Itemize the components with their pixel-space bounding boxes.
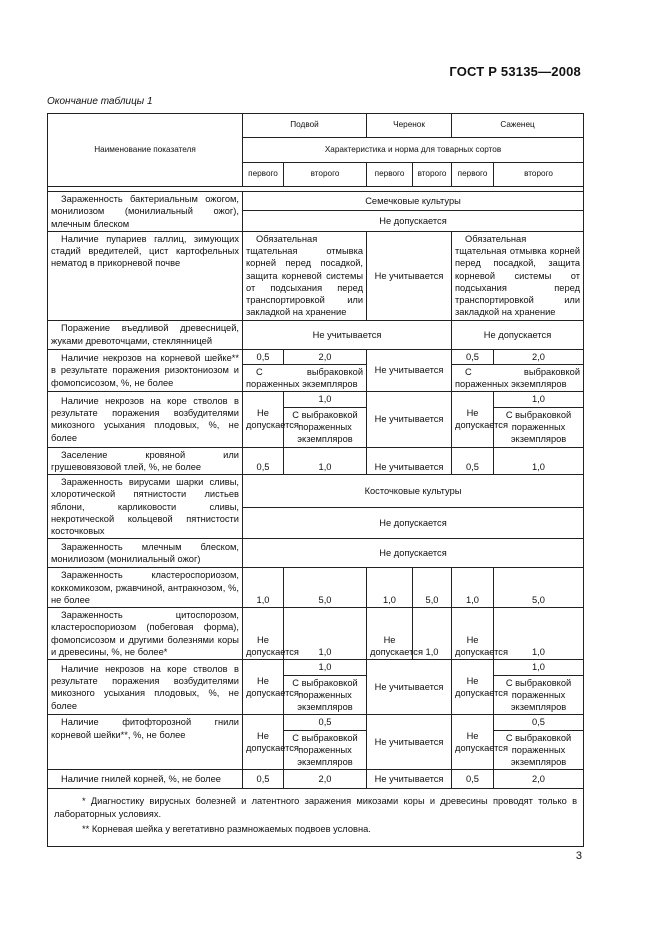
cull-note: С выбраковкой пораженных экземпляров	[243, 364, 367, 392]
norm-value: Не допускается	[452, 320, 584, 349]
table-row	[48, 568, 584, 608]
norm-value: 1,0	[413, 608, 452, 660]
indicator-name: Зараженность кластероспориозом, коккомикозом, ржавчиной, антракнозом, %, не более	[48, 568, 243, 608]
cutting-value: Не учитывается	[367, 660, 452, 715]
norm-value: Не допускается	[243, 508, 584, 539]
cutting-value: Не учитывается	[367, 231, 452, 320]
norm-value: 1,0	[494, 608, 584, 660]
norm-value: 0,5	[284, 715, 367, 730]
footnotes-row	[48, 789, 584, 847]
table-row	[48, 770, 584, 789]
footnote: ** Корневая шейка у вегетативно размножаемых подвоев условна.	[82, 823, 371, 834]
page-number: 3	[575, 850, 582, 862]
norm-value: 5,0	[494, 568, 584, 608]
cull-note: С выбраковкой пораженных экземпляров	[284, 730, 367, 770]
table-row	[48, 539, 584, 568]
norm-value: 5,0	[284, 568, 367, 608]
norm-value: 0,5	[243, 447, 284, 475]
norm-value: 1,0	[284, 447, 367, 475]
sort-header: второго	[494, 162, 584, 186]
sort-header: второго	[284, 162, 367, 186]
norm-value: 1,0	[494, 447, 584, 475]
group-cutting: Черенок	[367, 114, 452, 138]
norm-value: 2,0	[494, 770, 584, 789]
table-row	[48, 447, 584, 475]
sort-header: первого	[367, 162, 413, 186]
norm-value: 0,5	[452, 447, 494, 475]
norm-value: Не допускается	[452, 715, 494, 770]
standard-code: ГОСТ Р 53135—2008	[449, 64, 581, 79]
indicator-name: Наличие пупариев галлиц, зимующих стадий вредителей, цист картофельных нематод в прикорневой почве	[48, 231, 243, 320]
norm-value: Не допускается	[243, 539, 584, 568]
table-row	[48, 231, 584, 320]
rootstock-value: Обязательная тщательная отмывка корней перед посадкой, защита корневой системы от подсыхания перед транспортировкой или закладкой на хранение	[243, 231, 367, 320]
indicator-name: Заселение кровяной или грушевовязовой тлей, %, не более	[48, 447, 243, 475]
section-header-seed: Семечковые культуры	[243, 192, 584, 211]
indicator-name: Зараженность бактериальным ожогом, монилиозом (монилиальный ожог), млечным блеском	[48, 192, 243, 232]
cutting-value: Не учитывается	[367, 770, 452, 789]
cutting-value: Не учитывается	[367, 715, 452, 770]
norm-value: 1,0	[243, 568, 284, 608]
table-row	[48, 608, 584, 660]
norm-value: Не допускается	[452, 608, 494, 660]
footnote: * Диагностику вирусных болезней и латентного заражения микозами коры и древесины проводят только в лабораторных условиях.	[54, 796, 578, 819]
table-row	[48, 392, 584, 407]
norm-value: 0,5	[243, 770, 284, 789]
norm-value: Не допускается	[243, 392, 284, 447]
table-row	[48, 192, 584, 211]
cull-note: С выбраковкой пораженных экземпляров	[284, 675, 367, 715]
norm-value: Не допускается	[243, 210, 584, 231]
group-seedling: Саженец	[452, 114, 584, 138]
table-row	[48, 320, 584, 349]
cutting-value: Не учитывается	[367, 447, 452, 475]
norm-value: 0,5	[452, 349, 494, 364]
table-row	[48, 349, 584, 364]
table-row	[48, 475, 584, 508]
norm-value: 2,0	[284, 349, 367, 364]
sort-header: первого	[243, 162, 284, 186]
indicator-name: Зараженность цитоспорозом, кластероспориозом (побеговая форма), фомопсисозом и другими болезнями коры и древесины, %, не более*	[48, 608, 243, 660]
cutting-value: Не учитывается	[367, 349, 452, 392]
norm-value: Не допускается	[243, 715, 284, 770]
group-rootstock: Подвой	[243, 114, 367, 138]
indicator-name: Зараженность млечным блеском, монилиозом (монилиальный ожог)	[48, 539, 243, 568]
indicator-name: Наличие некрозов на коре стволов в результате поражения возбудителями микозного усыхания плодовых, %, не более	[48, 660, 243, 715]
cull-note: С выбраковкой пораженных экземпляров	[494, 407, 584, 447]
section-header-stone: Косточковые культуры	[243, 475, 584, 508]
col-indicator-header: Наименование показателя	[48, 114, 243, 187]
norm-value: Не учитывается	[243, 320, 452, 349]
norm-value: 0,5	[452, 770, 494, 789]
indicator-name: Поражение въедливой древесницей, жуками древоточцами, стеклянницей	[48, 320, 243, 349]
norm-value: 1,0	[284, 392, 367, 407]
norm-value: 5,0	[413, 568, 452, 608]
seedling-value: Обязательная тщательная отмывка корней перед посадкой, защита корневой системы от подсыхания перед транспортировкой или закладкой на хранение	[452, 231, 584, 320]
cull-note: С выбраковкой пораженных экземпляров	[494, 730, 584, 770]
indicator-name: Наличие некрозов на коре стволов в результате поражения возбудителями микозного усыхания плодовых, %, не более	[48, 392, 243, 447]
cull-note: С выбраковкой пораженных экземпляров	[284, 407, 367, 447]
cull-note: С выбраковкой пораженных экземпляров	[452, 364, 584, 392]
table-continuation-caption: Окончание таблицы 1	[47, 96, 153, 107]
norm-value: 0,5	[243, 349, 284, 364]
sort-header: первого	[452, 162, 494, 186]
norm-value: Не допускается	[452, 392, 494, 447]
indicator-name: Наличие некрозов на корневой шейке** в результате поражения ризоктониозом и фомопсисозом, %, не более	[48, 349, 243, 392]
cutting-value: Не учитывается	[367, 392, 452, 447]
norm-value: 1,0	[494, 660, 584, 675]
norm-value: 0,5	[494, 715, 584, 730]
norm-value: 1,0	[367, 568, 413, 608]
quality-table	[47, 113, 584, 847]
norm-value: 1,0	[494, 392, 584, 407]
norm-value: Не допускается	[452, 660, 494, 715]
indicator-name: Зараженность вирусами шарки сливы, хлоротической пятнистости листьев яблони, карликовости сливы, некротической кольцевой пятнистости косточковых	[48, 475, 243, 539]
norm-value: 2,0	[494, 349, 584, 364]
norm-value: Не допускается	[367, 608, 413, 660]
indicator-name: Наличие фитофторозной гнили корневой шейки**, %, не более	[48, 715, 243, 770]
norm-value: 1,0	[284, 660, 367, 675]
cull-note: С выбраковкой пораженных экземпляров	[494, 675, 584, 715]
norm-value: 1,0	[452, 568, 494, 608]
norm-value: 1,0	[284, 608, 367, 660]
header-row-groups	[48, 114, 584, 138]
table-row	[48, 715, 584, 730]
sort-header: второго	[413, 162, 452, 186]
norm-value: 2,0	[284, 770, 367, 789]
table-row	[48, 660, 584, 675]
norm-value: Не допускается	[243, 660, 284, 715]
characteristic-header: Характеристика и норма для товарных сортов	[243, 138, 584, 162]
norm-value: Не допускается	[243, 608, 284, 660]
indicator-name: Наличие гнилей корней, %, не более	[48, 770, 243, 789]
footnotes	[48, 789, 584, 847]
